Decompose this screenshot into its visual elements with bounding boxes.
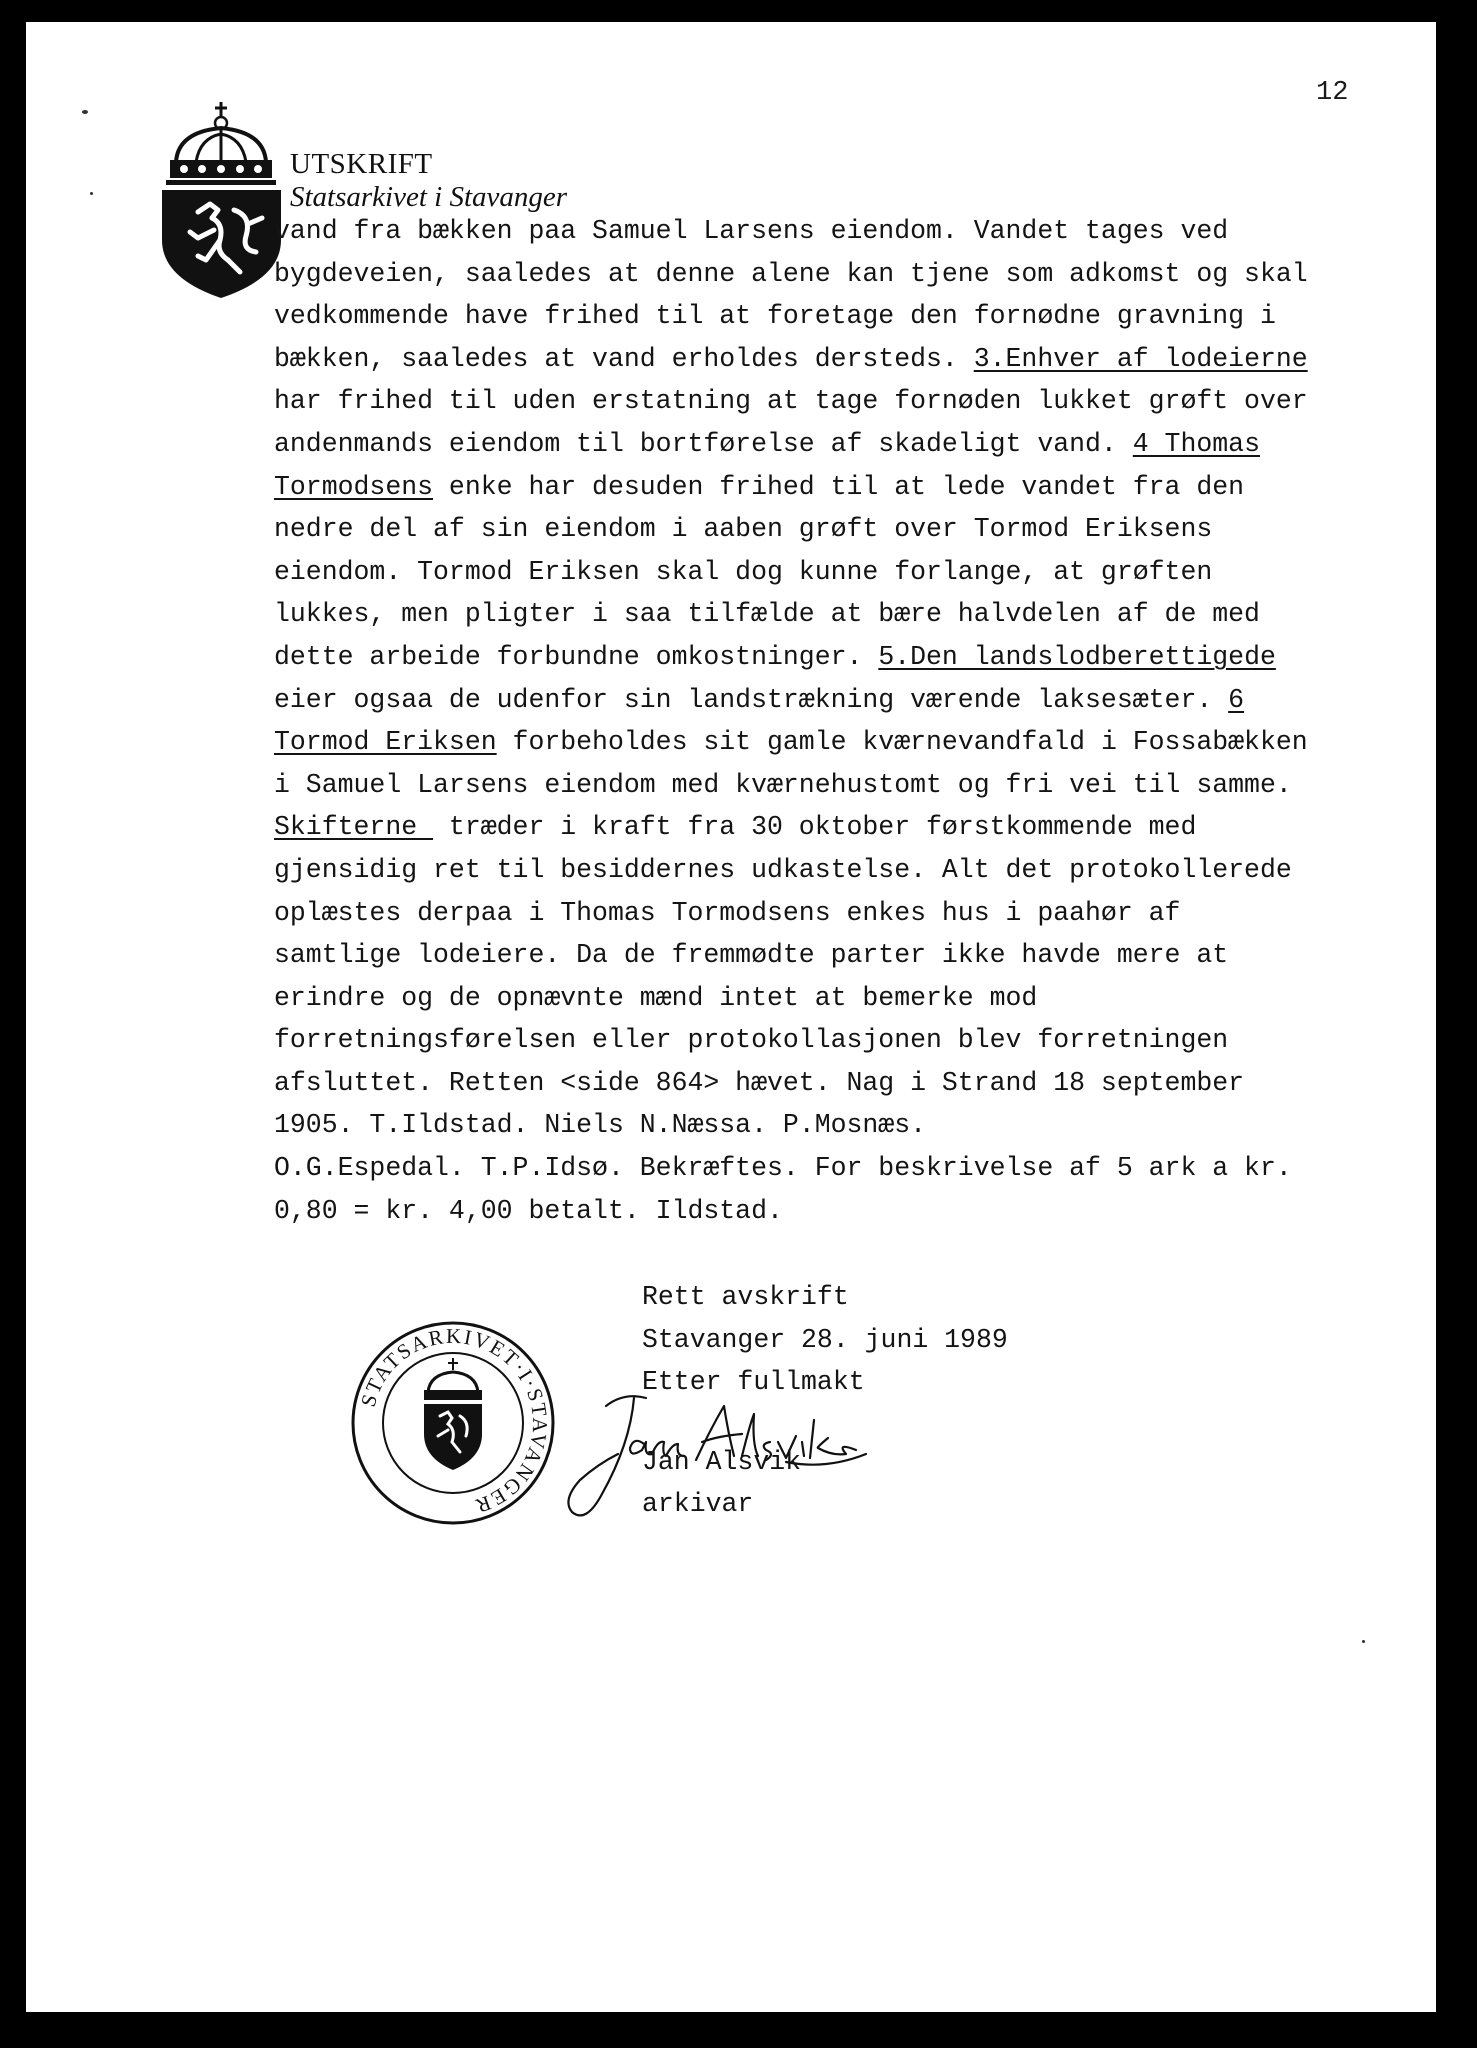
underlined-text: 4 Thomas — [1132, 428, 1260, 459]
body-line — [274, 253, 1434, 296]
seal-text: STATSARKIVET·I·STAVANGER — [355, 1323, 553, 1519]
body-line — [274, 636, 1434, 679]
text-segment: bækken, saaledes at vand erholdes dersteds. — [274, 343, 974, 374]
body-line — [274, 849, 1434, 892]
body-line — [274, 1147, 1434, 1190]
body-text — [274, 210, 1434, 1232]
underlined-text: 3.Enhver af lodeierne — [973, 343, 1308, 374]
text-segment: enke har desuden frihed til at lede vandet fra den — [433, 471, 1245, 502]
text-segment: gjensidig ret til besiddernes udkastelse. Alt det protokollerede — [274, 854, 1292, 885]
underlined-text: Tormod Eriksen — [274, 727, 497, 758]
text-segment: har frihed til uden erstatning at tage fornøden lukket grøft over — [274, 386, 1308, 417]
body-line — [274, 934, 1434, 977]
page-number: 12 — [1316, 78, 1349, 108]
underlined-text: Tormodsens — [274, 471, 434, 502]
text-segment: 1905. T.Ildstad. Niels N.Næssa. P.Mosnæs. — [274, 1110, 927, 1141]
underlined-text: 5.Den landslodberettigede — [878, 641, 1276, 672]
text-segment: i Samuel Larsens eiendom med kværnehustomt og fri vei til samme. — [274, 769, 1292, 800]
text-segment: træder i kraft fra 30 oktober førstkommende med — [433, 812, 1197, 843]
text-segment: oplæstes derpaa i Thomas Tormodsens enkes hus i paahør af — [274, 897, 1181, 928]
body-line — [274, 1190, 1434, 1233]
body-line — [274, 721, 1434, 764]
archive-seal-icon — [348, 1318, 558, 1528]
body-line — [274, 423, 1434, 466]
underlined-text: Skifterne — [274, 812, 434, 843]
document-page — [26, 22, 1436, 2012]
body-line — [274, 1062, 1434, 1105]
signoff-block — [642, 1276, 1008, 1526]
underlined-text: 6 — [1228, 684, 1245, 715]
scan-speck — [82, 110, 88, 114]
body-line — [274, 380, 1434, 423]
coat-of-arms-icon — [154, 100, 289, 300]
body-line — [274, 551, 1434, 594]
header-subtitle: Statsarkivet i Stavanger — [290, 181, 568, 213]
signer-role: arkivar — [642, 1489, 754, 1520]
body-line — [274, 295, 1434, 338]
text-segment: 0,80 = kr. 4,00 betalt. Ildstad. — [274, 1195, 783, 1226]
body-line — [274, 508, 1434, 551]
text-segment: eier ogsaa de udenfor sin landstrækning værende laksesæter. — [274, 684, 1229, 715]
header-title: UTSKRIFT — [290, 148, 433, 180]
header — [290, 150, 567, 212]
body-line — [274, 338, 1434, 381]
text-segment: andenmands eiendom til bortførelse af skadeligt vand. — [274, 428, 1133, 459]
body-line — [274, 764, 1434, 807]
text-segment: dette arbeide forbundne omkostninger. — [274, 641, 879, 672]
text-segment: O.G.Espedal. T.P.Idsø. Bekræftes. For beskrivelse af 5 ark a kr. — [274, 1153, 1292, 1184]
body-line — [274, 1019, 1434, 1062]
text-segment: bygdeveien, saaledes at denne alene kan tjene som adkomst og skal — [274, 258, 1308, 289]
text-segment: eiendom. Tormod Eriksen skal dog kunne forlange, at grøften — [274, 556, 1213, 587]
body-line — [274, 977, 1434, 1020]
scan-speck — [1362, 1640, 1365, 1643]
body-line — [274, 892, 1434, 935]
text-segment: lukkes, men pligter i saa tilfælde at bære halvdelen af de med — [274, 599, 1260, 630]
scan-speck — [90, 192, 93, 195]
body-line — [274, 679, 1434, 722]
body-line — [274, 806, 1434, 849]
signer-name: Jan Alsvik — [642, 1446, 802, 1477]
text-segment: forbeholdes sit gamle kværnevandfald i Fossabækken — [496, 727, 1308, 758]
text-segment: samtlige lodeiere. Da de fremmødte parter ikke havde mere at — [274, 940, 1229, 971]
body-line — [274, 466, 1434, 509]
signoff-line-3: Etter fullmakt — [642, 1367, 865, 1398]
body-line — [274, 1104, 1434, 1147]
text-segment: afsluttet. Retten <side 864> hævet. Nag i Strand 18 september — [274, 1067, 1245, 1098]
text-segment: vedkommende have frihed til at foretage den fornødne gravning i — [274, 301, 1276, 332]
text-segment: erindre og de opnævnte mænd intet at bemerke mod — [274, 982, 1038, 1013]
signoff-line-1: Rett avskrift — [642, 1282, 849, 1312]
signoff-line-2: Stavanger 28. juni 1989 — [642, 1324, 1008, 1355]
body-line — [274, 210, 1434, 253]
text-segment: vand fra bækken paa Samuel Larsens eiendom. Vandet tages ved — [274, 216, 1229, 246]
text-segment: nedre del af sin eiendom i aaben grøft over Tormod Eriksens — [274, 514, 1213, 545]
text-segment: forretningsførelsen eller protokollasjonen blev forretningen — [274, 1025, 1229, 1056]
body-line — [274, 593, 1434, 636]
